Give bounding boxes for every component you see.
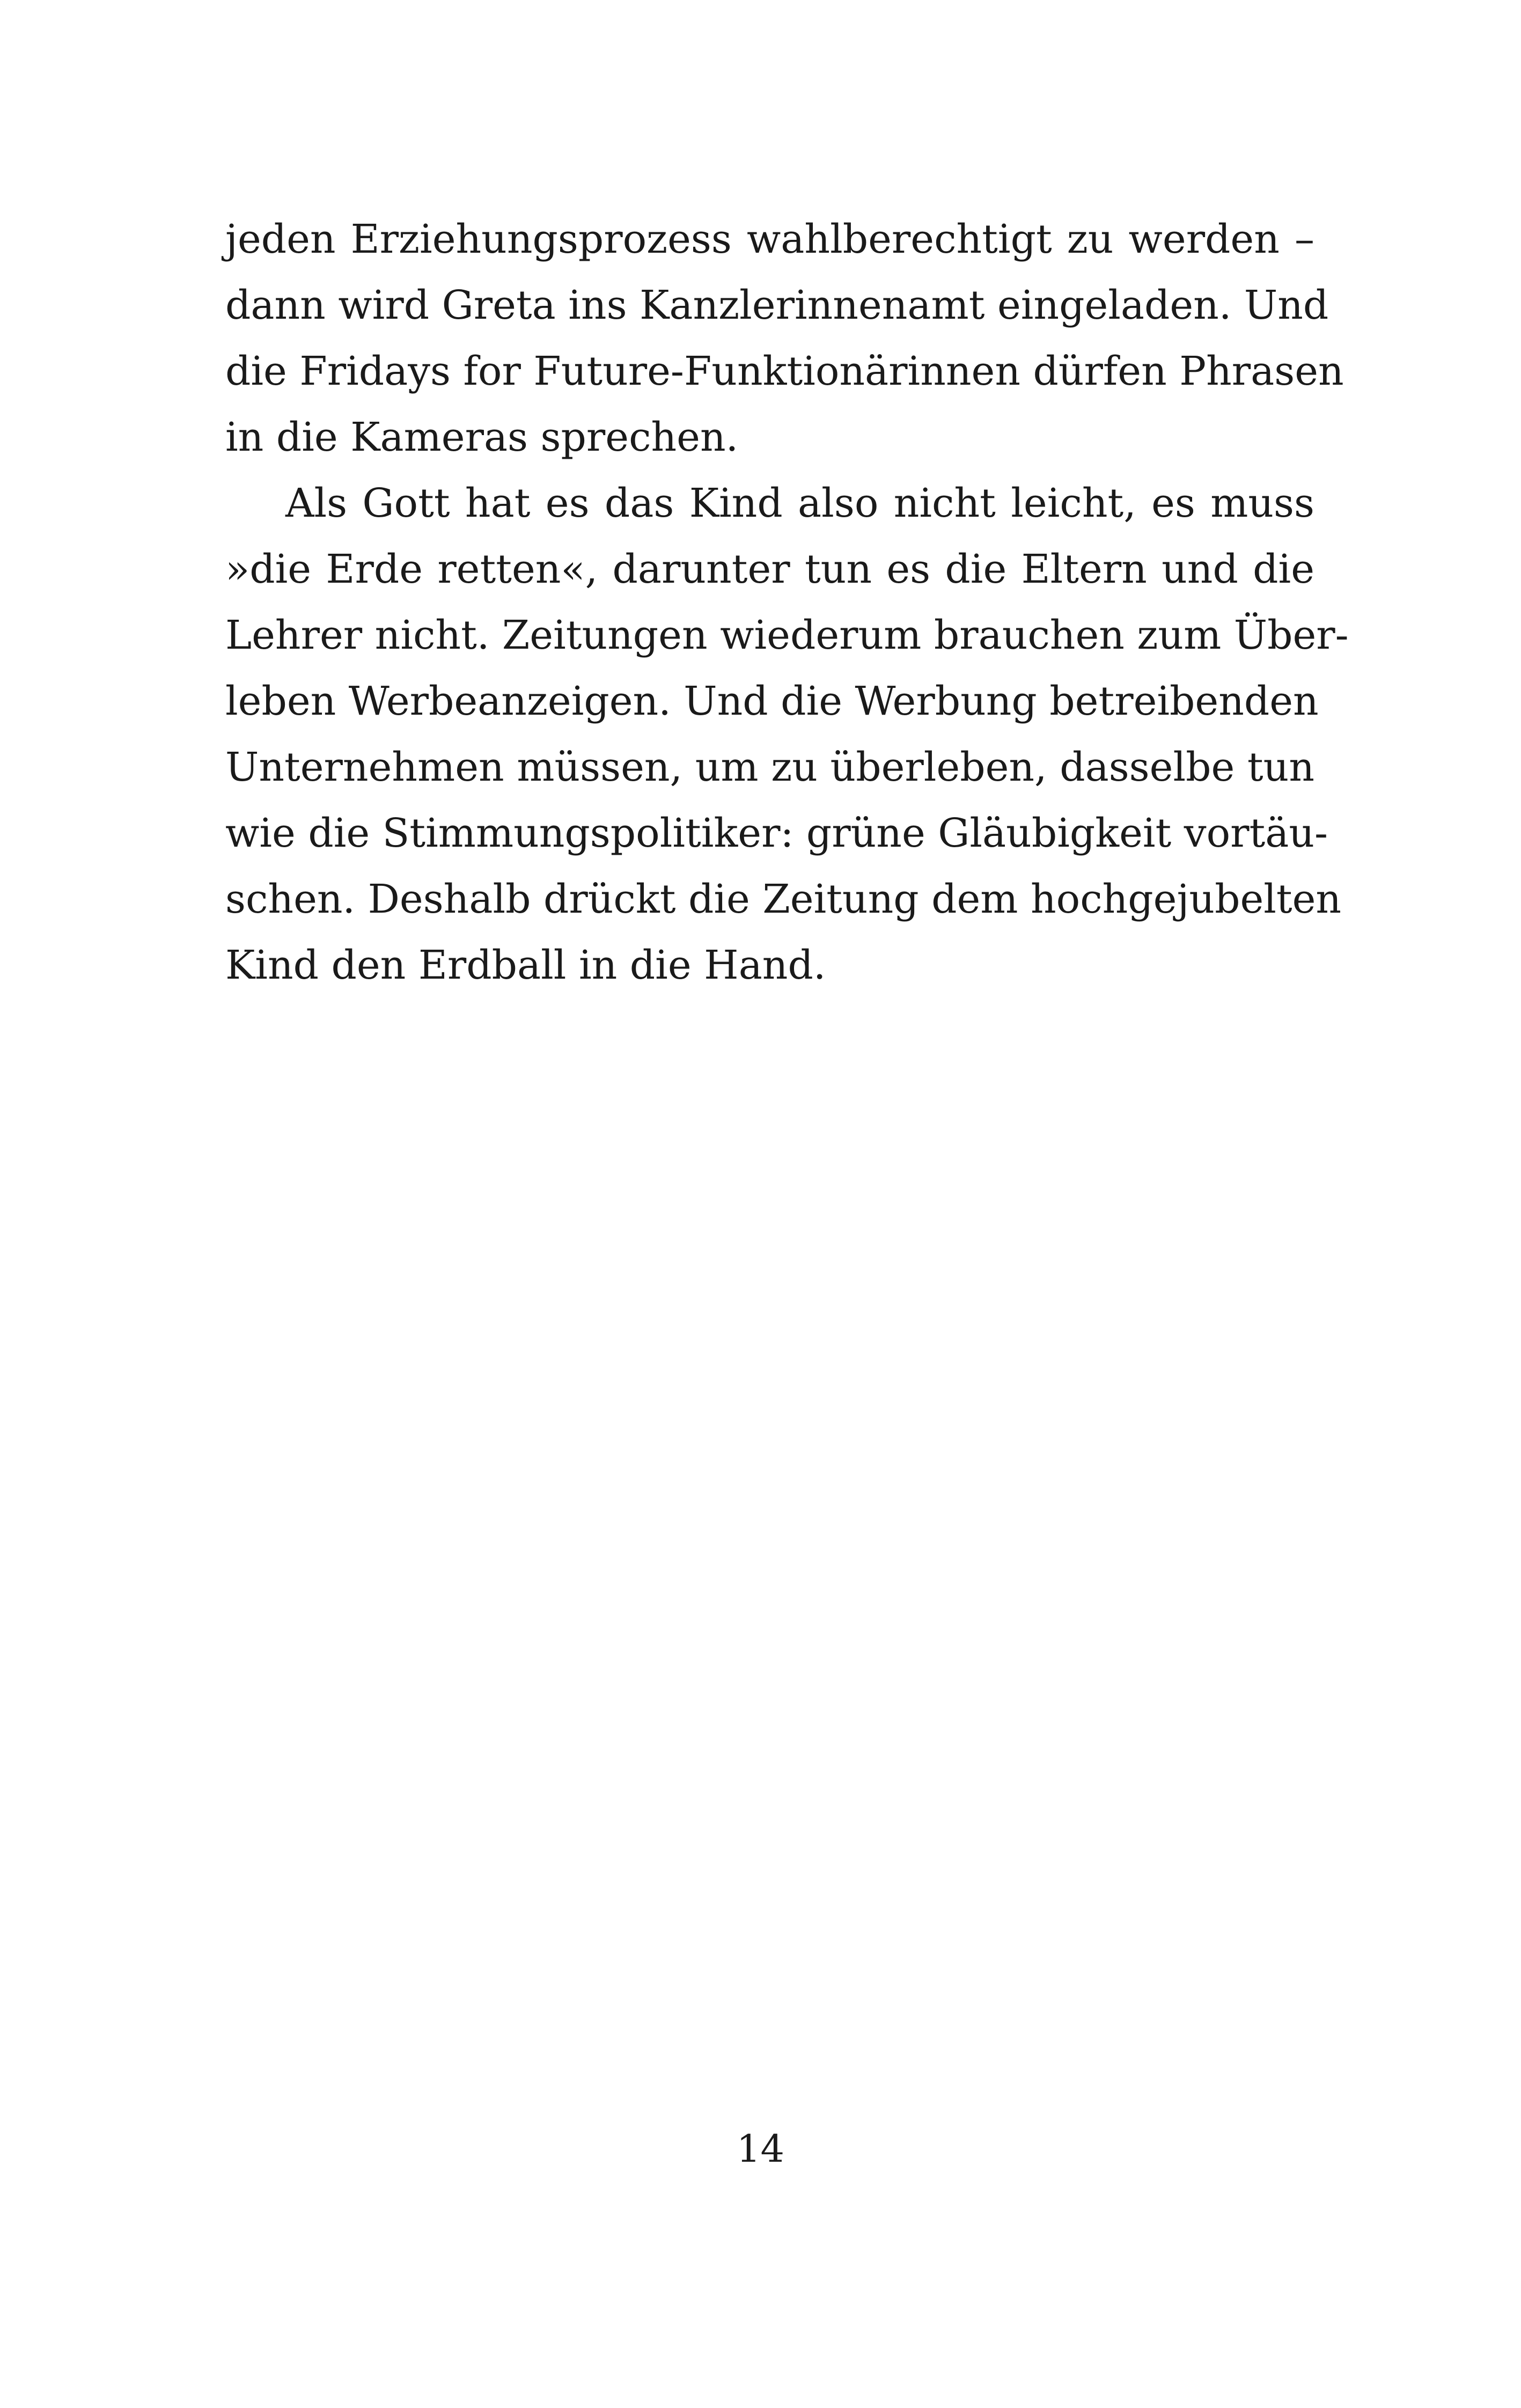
text-line: dann wird Greta ins Kanzlerinnenamt eingeladen. Und <box>225 282 1329 328</box>
text-line: jeden Erziehungsprozess wahlberechtigt zu werden – <box>225 216 1314 262</box>
text-line: Kind den Erdball in die Hand. <box>225 942 826 988</box>
text-line: in die Kameras sprechen. <box>225 414 739 460</box>
text-line: leben Werbeanzeigen. Und die Werbung betreibenden <box>225 678 1319 724</box>
text-line: die Fridays for Future-Funktionärinnen dürfen Phrasen <box>225 348 1344 394</box>
text-line: Als Gott hat es das Kind also nicht leicht, es muss <box>285 480 1314 526</box>
body-text <box>225 207 1349 999</box>
text-line: schen. Deshalb drückt die Zeitung dem hochgejubelten <box>225 876 1342 922</box>
paragraph-1 <box>225 207 1344 471</box>
paragraph-2 <box>225 471 1349 999</box>
text-line: Unternehmen müssen, um zu überleben, dasselbe tun <box>225 744 1314 790</box>
text-line: wie die Stimmungspolitiker: grüne Gläubigkeit vortäu- <box>225 810 1328 856</box>
page-number: 14 <box>736 2127 785 2171</box>
text-line: Lehrer nicht. Zeitungen wiederum brauchen zum Über- <box>225 612 1349 658</box>
text-line: »die Erde retten«, darunter tun es die Eltern und die <box>225 546 1314 592</box>
